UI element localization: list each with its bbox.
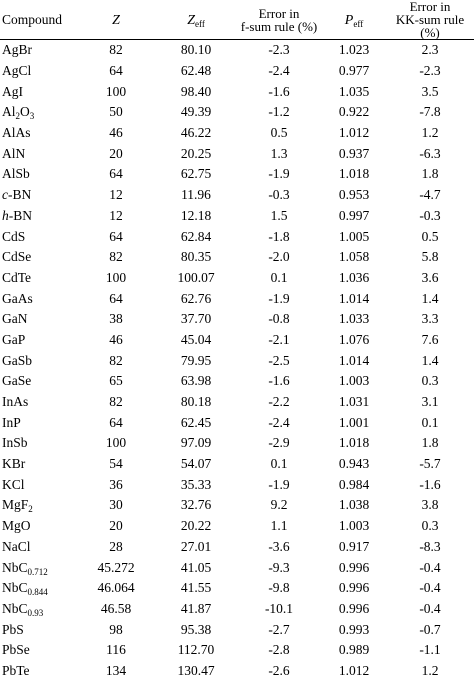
header-fsum-line2: f-sum rule (%): [240, 18, 318, 34]
kk-error-cell: 5.8: [421, 249, 439, 265]
zeff-cell: 32.76: [180, 497, 212, 513]
zeff-cell: 80.10: [180, 42, 212, 58]
kk-error-cell: 1.4: [421, 352, 439, 368]
peff-cell: 0.989: [338, 642, 370, 658]
zeff-cell: 80.35: [180, 249, 212, 265]
kk-error-cell: 3.6: [421, 269, 439, 285]
table-row: [0, 661, 474, 681]
z-cell: 12: [109, 207, 123, 223]
fsum-error-cell: -2.8: [268, 642, 290, 658]
header-peff-subscript: eff: [353, 18, 364, 29]
compound-cell: [0, 143, 76, 164]
kk-error-cell: -0.4: [419, 600, 441, 616]
fsum-error-cell: -1.9: [268, 290, 290, 306]
peff-cell: 1.001: [338, 414, 370, 430]
table-row: [0, 599, 474, 620]
z-cell: 12: [109, 187, 123, 203]
zeff-cell: 11.96: [181, 187, 211, 203]
compound-formula: AlAs: [2, 125, 31, 141]
kk-error-cell: -4.7: [419, 187, 441, 203]
fsum-error-cell: -1.9: [268, 166, 290, 182]
compound-cell: [0, 123, 76, 144]
peff-cell: 1.003: [338, 373, 370, 389]
zeff-cell: 27.01: [180, 538, 212, 554]
fsum-error-cell: -2.9: [268, 435, 290, 451]
compound-formula: InSb: [2, 435, 28, 451]
compound-cell: [0, 640, 76, 661]
z-cell: 98: [109, 621, 123, 637]
fsum-error-cell: -2.1: [268, 331, 290, 347]
table-row: [0, 619, 474, 640]
zeff-cell: 62.84: [180, 228, 212, 244]
compound-formula: PbSe: [2, 642, 30, 658]
zeff-cell: 97.09: [180, 435, 212, 451]
table-row: [0, 578, 474, 599]
table-header: [0, 0, 474, 40]
fsum-error-cell: -1.2: [268, 104, 290, 120]
table-row: [0, 61, 474, 82]
compound-cell: [0, 350, 76, 371]
peff-cell: 0.996: [338, 559, 370, 575]
peff-cell: 0.977: [338, 63, 370, 79]
z-cell: 20: [109, 145, 123, 161]
kk-error-cell: -7.8: [419, 104, 441, 120]
table-row: [0, 640, 474, 661]
table-row: [0, 268, 474, 289]
peff-cell: 1.031: [338, 394, 370, 410]
compound-formula: NbC: [2, 559, 28, 575]
table-row: [0, 206, 474, 227]
compound-formula: AgBr: [2, 42, 32, 58]
compound-cell: [0, 516, 76, 537]
compound-formula: AlN: [2, 145, 26, 161]
table-row: [0, 309, 474, 330]
peff-cell: 1.005: [338, 228, 370, 244]
peff-cell: 1.003: [338, 518, 370, 534]
fsum-error-cell: -2.6: [268, 662, 290, 678]
kk-error-cell: 1.8: [421, 435, 439, 451]
header-peff: [322, 0, 386, 40]
peff-cell: 0.922: [338, 104, 370, 120]
table-row: [0, 516, 474, 537]
kk-error-cell: 1.8: [421, 166, 439, 182]
z-cell: 64: [109, 414, 123, 430]
compound-formula: CdTe: [2, 269, 32, 285]
compound-cell: [0, 102, 76, 123]
kk-error-cell: -2.3: [419, 63, 441, 79]
peff-cell: 1.038: [338, 497, 370, 513]
z-cell: 65: [109, 373, 123, 389]
z-cell: 46.58: [100, 600, 132, 616]
compound-formula-rest: O: [20, 104, 30, 120]
zeff-cell: 100.07: [177, 269, 215, 285]
compound-formula: Al: [2, 104, 16, 120]
zeff-cell: 20.22: [180, 518, 212, 534]
zeff-cell: 62.48: [180, 63, 212, 79]
peff-cell: 1.036: [338, 269, 370, 285]
compound-cell: [0, 599, 76, 620]
zeff-cell: 45.04: [180, 331, 212, 347]
compound-formula: PbTe: [2, 662, 30, 678]
compound-formula: InAs: [2, 394, 29, 410]
peff-cell: 1.023: [338, 42, 370, 58]
zeff-cell: 79.95: [180, 352, 212, 368]
z-cell: 28: [109, 538, 123, 554]
compound-subscript: 0.712: [27, 566, 48, 577]
peff-cell: 1.076: [338, 331, 370, 347]
compound-formula: MgF: [2, 497, 29, 513]
compound-cell: [0, 433, 76, 454]
compound-cell: [0, 557, 76, 578]
compound-formula: GaAs: [2, 290, 33, 306]
compound-prefix: h: [2, 207, 9, 223]
zeff-cell: 63.98: [180, 373, 212, 389]
peff-cell: 1.012: [338, 125, 370, 141]
kk-error-cell: -1.6: [419, 476, 441, 492]
header-z: [76, 0, 156, 40]
z-cell: 46: [109, 331, 123, 347]
compound-cell: [0, 330, 76, 351]
peff-cell: 1.018: [338, 166, 370, 182]
kk-error-cell: -1.1: [419, 642, 441, 658]
compound-formula: NaCl: [2, 538, 31, 554]
header-zeff: [156, 0, 236, 40]
fsum-error-cell: -1.9: [268, 476, 290, 492]
peff-cell: 1.014: [338, 290, 370, 306]
zeff-cell: 20.25: [180, 145, 212, 161]
z-cell: 100: [105, 269, 127, 285]
compound-cell: [0, 268, 76, 289]
compound-formula: MgO: [2, 518, 31, 534]
compound-formula: -BN: [8, 207, 32, 223]
z-cell: 20: [109, 518, 123, 534]
kk-error-cell: -0.7: [419, 621, 441, 637]
fsum-error-cell: -1.6: [268, 83, 290, 99]
peff-cell: 0.996: [338, 600, 370, 616]
z-cell: 64: [109, 63, 123, 79]
table-row: [0, 557, 474, 578]
table-row: [0, 537, 474, 558]
zeff-cell: 35.33: [180, 476, 212, 492]
zeff-cell: 54.07: [180, 456, 212, 472]
header-row: [0, 0, 474, 40]
compound-formula: GaSe: [2, 373, 32, 389]
fsum-error-cell: -1.8: [268, 228, 290, 244]
compound-formula: PbS: [2, 621, 24, 637]
peff-cell: 1.012: [338, 662, 370, 678]
compound-formula: InP: [2, 414, 21, 430]
compound-formula: KCl: [2, 476, 25, 492]
zeff-cell: 62.76: [180, 290, 212, 306]
kk-error-cell: 1.2: [421, 125, 439, 141]
header-z-symbol: Z: [112, 12, 120, 28]
fsum-error-cell: -2.2: [268, 394, 290, 410]
compound-cell: [0, 537, 76, 558]
fsum-error-cell: 0.5: [270, 125, 288, 141]
peff-cell: 0.953: [338, 187, 370, 203]
table-row: [0, 143, 474, 164]
compound-cell: [0, 164, 76, 185]
kk-error-cell: 3.8: [421, 497, 439, 513]
header-fsum-line1: Error in: [258, 5, 300, 21]
z-cell: 82: [109, 249, 123, 265]
z-cell: 82: [109, 394, 123, 410]
header-peff-symbol: P: [344, 12, 354, 28]
compound-cell: [0, 392, 76, 413]
zeff-cell: 12.18: [180, 207, 212, 223]
z-cell: 82: [109, 42, 123, 58]
kk-error-cell: 7.6: [421, 331, 439, 347]
kk-error-cell: 2.3: [421, 42, 439, 58]
fsum-error-cell: -0.3: [268, 187, 290, 203]
table-row: [0, 226, 474, 247]
fsum-error-cell: 1.3: [270, 145, 288, 161]
zeff-cell: 130.47: [177, 662, 215, 678]
compound-cell: [0, 495, 76, 516]
header-kk-line1: Error in: [409, 0, 451, 14]
header-compound: Compound: [0, 0, 76, 40]
z-cell: 54: [109, 456, 123, 472]
fsum-error-cell: -10.1: [264, 600, 294, 616]
kk-error-cell: -0.4: [419, 580, 441, 596]
z-cell: 64: [109, 166, 123, 182]
peff-cell: 0.917: [338, 538, 370, 554]
kk-error-cell: -0.3: [419, 207, 441, 223]
compound-formula: GaN: [2, 311, 28, 327]
table-row: [0, 40, 474, 61]
zeff-cell: 95.38: [180, 621, 212, 637]
kk-error-cell: -8.3: [419, 538, 441, 554]
z-cell: 36: [109, 476, 123, 492]
compound-formula: GaP: [2, 331, 26, 347]
zeff-cell: 46.22: [180, 125, 212, 141]
compound-formula: AgI: [2, 83, 23, 99]
fsum-error-cell: -2.0: [268, 249, 290, 265]
fsum-error-cell: -2.4: [268, 414, 290, 430]
kk-error-cell: 3.3: [421, 311, 439, 327]
fsum-error-cell: -0.8: [268, 311, 290, 327]
kk-error-cell: -0.4: [419, 559, 441, 575]
peff-cell: 1.058: [338, 249, 370, 265]
peff-cell: 0.993: [338, 621, 370, 637]
fsum-error-cell: -2.7: [268, 621, 290, 637]
z-cell: 116: [106, 642, 126, 658]
zeff-cell: 41.87: [180, 600, 212, 616]
header-zeff-symbol: Z: [187, 12, 195, 28]
zeff-cell: 41.55: [180, 580, 212, 596]
compound-subscript: 2: [28, 504, 33, 515]
compound-prefix: c: [2, 187, 8, 203]
zeff-cell: 37.70: [180, 311, 212, 327]
peff-cell: 1.035: [338, 83, 370, 99]
compound-cell: [0, 619, 76, 640]
compound-cell: [0, 454, 76, 475]
kk-error-cell: 0.5: [421, 228, 439, 244]
compound-formula: GaSb: [2, 352, 32, 368]
compound-formula: NbC: [2, 580, 28, 596]
compound-cell: [0, 578, 76, 599]
header-kk-line2: KK-sum rule (%): [395, 12, 465, 40]
table-row: [0, 392, 474, 413]
compound-formula: NbC: [2, 600, 28, 616]
fsum-error-cell: -3.6: [268, 538, 290, 554]
zeff-cell: 41.05: [180, 559, 212, 575]
fsum-error-cell: 0.1: [270, 269, 288, 285]
compound-formula: AgCl: [2, 63, 32, 79]
zeff-cell: 112.70: [177, 642, 215, 658]
zeff-cell: 49.39: [180, 104, 212, 120]
z-cell: 30: [109, 497, 123, 513]
table-row: [0, 330, 474, 351]
fsum-error-cell: -9.8: [268, 580, 290, 596]
peff-cell: 1.033: [338, 311, 370, 327]
compound-cell: [0, 61, 76, 82]
kk-error-cell: 0.3: [421, 518, 439, 534]
compound-subscript: 0.93: [27, 607, 44, 618]
fsum-error-cell: 1.1: [270, 518, 288, 534]
fsum-error-cell: -2.5: [268, 352, 290, 368]
compound-cell: [0, 206, 76, 227]
compound-subscript-2: 3: [29, 111, 35, 122]
table-row: [0, 350, 474, 371]
compound-formula: CdS: [2, 228, 26, 244]
compound-formula: CdSe: [2, 249, 32, 265]
zeff-cell: 62.45: [180, 414, 212, 430]
peff-cell: 1.014: [338, 352, 370, 368]
table-row: [0, 102, 474, 123]
compound-cell: [0, 40, 76, 61]
fsum-error-cell: -2.4: [268, 63, 290, 79]
fsum-error-cell: 9.2: [270, 497, 288, 513]
peff-cell: 0.937: [338, 145, 370, 161]
compound-cell: [0, 247, 76, 268]
kk-error-cell: 0.1: [421, 414, 439, 430]
table-row: [0, 474, 474, 495]
peff-cell: 0.984: [338, 476, 370, 492]
kk-error-cell: 1.2: [421, 662, 439, 678]
compound-cell: [0, 309, 76, 330]
z-cell: 64: [109, 228, 123, 244]
peff-cell: 0.997: [338, 207, 370, 223]
header-zeff-subscript: eff: [194, 18, 205, 29]
compound-cell: [0, 371, 76, 392]
compound-formula: AlSb: [2, 166, 30, 182]
table-row: [0, 288, 474, 309]
z-cell: 82: [109, 352, 123, 368]
peff-cell: 0.943: [338, 456, 370, 472]
z-cell: 100: [105, 435, 127, 451]
fsum-error-cell: 0.1: [270, 456, 288, 472]
z-cell: 45.272: [97, 559, 135, 575]
z-cell: 50: [109, 104, 123, 120]
compound-subscript: 0.844: [27, 587, 48, 598]
kk-error-cell: 3.5: [421, 83, 439, 99]
compound-subscript: 2: [15, 111, 20, 122]
compound-cell: [0, 661, 76, 681]
compound-cell: [0, 412, 76, 433]
z-cell: 100: [105, 83, 127, 99]
z-cell: 134: [105, 662, 127, 678]
table-row: [0, 164, 474, 185]
compound-cell: [0, 288, 76, 309]
table-row: [0, 123, 474, 144]
kk-error-cell: 3.1: [421, 394, 439, 410]
table-row: [0, 185, 474, 206]
header-fsum-error: [236, 0, 322, 40]
fsum-error-cell: -9.3: [268, 559, 290, 575]
table-row: [0, 81, 474, 102]
kk-error-cell: -6.3: [419, 145, 441, 161]
table-row: [0, 247, 474, 268]
table-row: [0, 433, 474, 454]
kk-error-cell: 1.4: [421, 290, 439, 306]
z-cell: 46: [109, 125, 123, 141]
zeff-cell: 98.40: [180, 83, 212, 99]
zeff-cell: 62.75: [180, 166, 212, 182]
compound-cell: [0, 226, 76, 247]
header-kk-error: [386, 0, 474, 40]
fsum-error-cell: 1.5: [270, 207, 288, 223]
peff-cell: 0.996: [338, 580, 370, 596]
table-row: [0, 412, 474, 433]
table-row: [0, 454, 474, 475]
kk-error-cell: 0.3: [421, 373, 439, 389]
table-row: [0, 495, 474, 516]
compound-formula: KBr: [2, 456, 26, 472]
z-cell: 46.064: [97, 580, 135, 596]
fsum-error-cell: -1.6: [268, 373, 290, 389]
compound-cell: [0, 81, 76, 102]
peff-cell: 1.018: [338, 435, 370, 451]
compound-formula: -BN: [8, 187, 32, 203]
table-body: [0, 40, 474, 681]
table-row: [0, 371, 474, 392]
z-cell: 64: [109, 290, 123, 306]
compound-cell: [0, 474, 76, 495]
compound-cell: [0, 185, 76, 206]
kk-error-cell: -5.7: [419, 456, 441, 472]
fsum-error-cell: -2.3: [268, 42, 290, 58]
zeff-cell: 80.18: [180, 394, 212, 410]
z-cell: 38: [109, 311, 123, 327]
